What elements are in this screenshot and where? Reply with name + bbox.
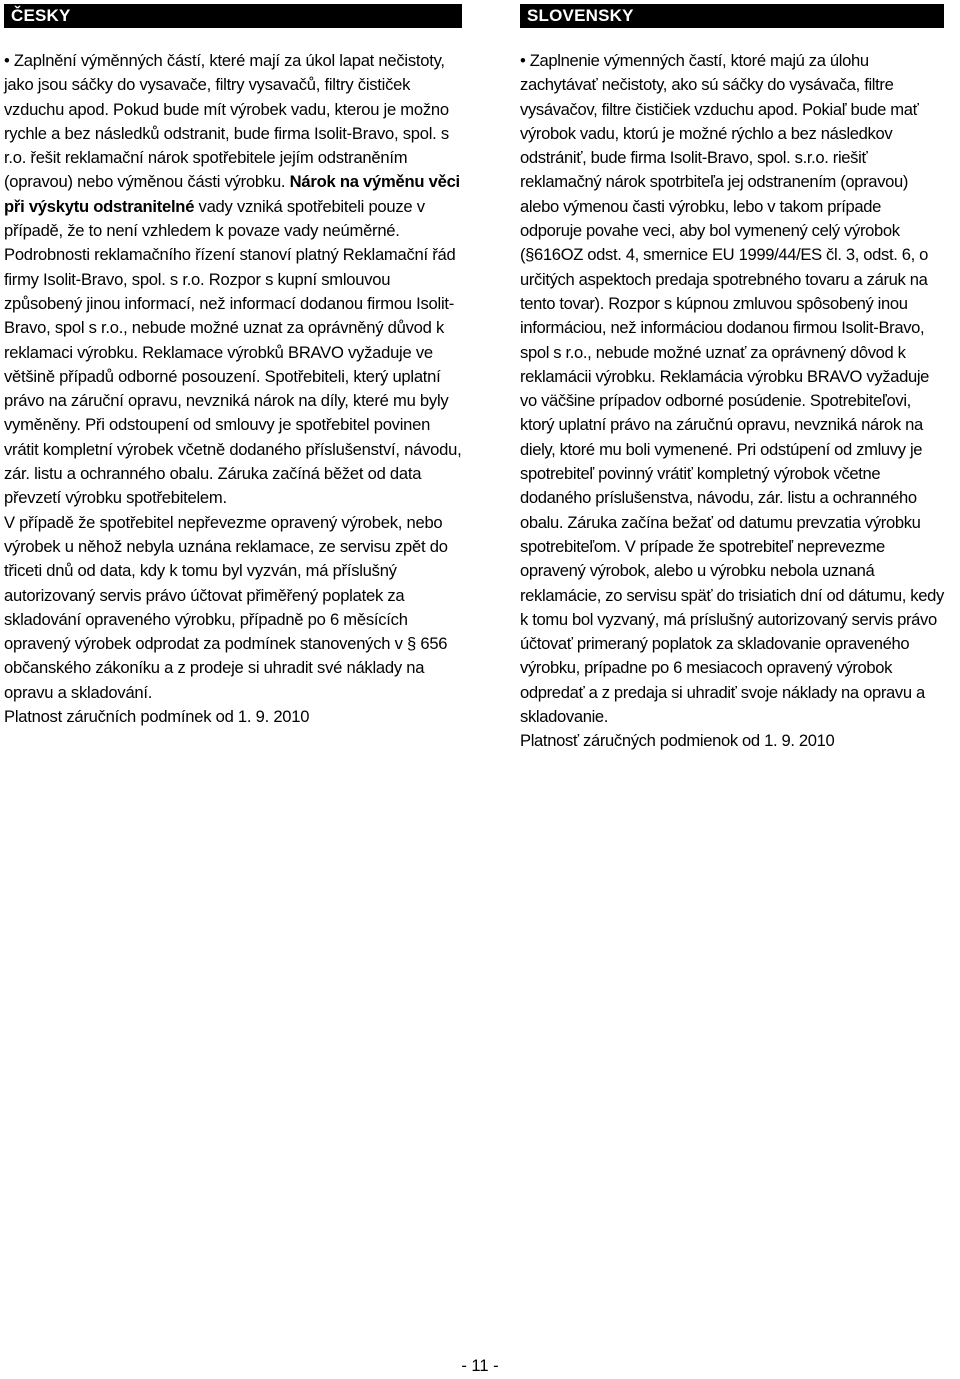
czech-warranty-text bbox=[4, 49, 462, 729]
bullet-icon: • bbox=[4, 51, 14, 70]
czech-storage-paragraph: V případě že spotřebitel nepřevezme opravený výrobek, nebo výrobek u něhož nebyla uznána reklamace, ze servisu zpět do třiceti dnů od data, kdy k tomu byl vyzván, má příslušný autorizovaný servis právo účtovat přiměřený poplatek za skladování opraveného výrobku, případně po 6 měsících opravený výrobek odprodat za podmínek stanovených v § 656 občanského zákoníku a z prodeje si uhradit své náklady na opravu a skladování. bbox=[4, 512, 448, 702]
slovak-validity: Platnosť záručných podmienok od 1. 9. 2010 bbox=[520, 731, 835, 751]
page-number: - 11 - bbox=[461, 1357, 499, 1375]
czech-heading: ČESKY bbox=[4, 4, 462, 28]
slovak-warranty-text bbox=[520, 49, 944, 754]
czech-claims-text: vady vzniká spotřebiteli pouze v případě, že to není vzhledem k povaze vady neúměrné. Podrobnosti reklamačního řízení stanoví platný Reklamační řád firmy Isolit-Bravo, spol. s r.o. Rozpor s kupní smlouvou způsobený jinou informací, než informací dodanou firmou Isolit-Bravo, spol s r.o., nebude možné uznat za oprávněný důvod k reklamaci výrobku. Reklamace výrobků BRAVO vyžaduje ve většině případů odborné posouzení. Spotřebiteli, který uplatní právo na záruční opravu, nevzniká nárok na díly, které mu byly vyměněny. Při odstoupení od smlouvy je spotřebitel povinen vrátit kompletní výrobek včetně dodaného příslušenství, návodu, zár. listu a ochranného obalu. Záruka začíná běžet od data převzetí výrobku spotřebitelem. bbox=[4, 196, 462, 508]
czech-column bbox=[4, 4, 462, 729]
slovak-column bbox=[520, 4, 944, 754]
slovak-intro-paragraph bbox=[520, 49, 944, 729]
slovak-intro-text: Zaplnenie výmenných častí, ktoré majú za úlohu zachytávať nečistoty, ako sú sáčky do vysávača, filtre vysávačov, filtre čističiek vzduchu apod. Pokiaľ bude mať výrobok vadu, ktorú je možné rýchlo a bez následkov odstrániť, bude firma Isolit-Bravo, spol. s.r.o. riešiť reklamačný nárok spotrbiteľa jej odstranením (opravou) alebo výmenou časti výrobku, lebo v takom prípade odporuje povahe veci, aby bol vymenený celý výrobok (§616OZ odst. 4, smernice EU 1999/44/ES čl. 3, odst. 6, o určitých aspektoch predaja spotrebného tovaru a záruk na tento tovar). Rozpor s kúpnou zmluvou spôsobený inou informáciou, než informáciou dodanou firmou Isolit-Bravo, spol s r.o., nebude možné uznať za oprávnený dôvod k reklamácii výrobku. Reklamácia výrobku BRAVO vyžaduje vo väčšine prípadov odborné posúdenie. Spotrebiteľovi, ktorý uplatní právo na záručnú opravu, nevzniká nárok na diely, ktoré mu boli vymenené. Pri odstúpení od zmluvy je spotrebiteľ povinný vrátiť kompletný výrobok včetne dodaného príslušenstva, návodu, zár. listu a ochranného obalu. Záruka začína bežať od datumu prevzatia výrobku spotrebiteľom. V prípade že spotrebiteľ neprevezme opravený výrobok, alebo u výrobku nebola uznaná reklamácie, zo servisu späť do trisiatich dní od dátumu, kedy k tomu bol vyzvaný, má príslušný autorizovaný servis právo účtovať primeraný poplatok za skladovanie opraveného výrobku, prípadne po 6 mesiacoch opravený výrobok odpredať a z predaja si uhradiť svoje náklady na opravu a skladovanie. bbox=[520, 51, 944, 727]
czech-intro-paragraph bbox=[4, 49, 462, 511]
slovak-heading: SLOVENSKY bbox=[520, 4, 944, 28]
czech-intro-text: Zaplnění výměnných částí, které mají za úkol lapat nečistoty, jako jsou sáčky do vysavače, filtry vysavačů, filtry čističek vzduchu apod. Pokud bude mít výrobek vadu, kterou je možno rychle a bez následků odstranit, bude firma Isolit-Bravo, spol. s r.o. řešit reklamační nárok spotřebitele jejím odstraněním (opravou) nebo výměnou části výrobku. bbox=[4, 51, 449, 192]
czech-validity: Platnost záručních podmínek od 1. 9. 2010 bbox=[4, 707, 310, 727]
czech-bold-sentence: Nárok na výměnu věci při výskytu odstranitelné bbox=[4, 172, 460, 216]
bullet-icon: • bbox=[520, 51, 530, 70]
